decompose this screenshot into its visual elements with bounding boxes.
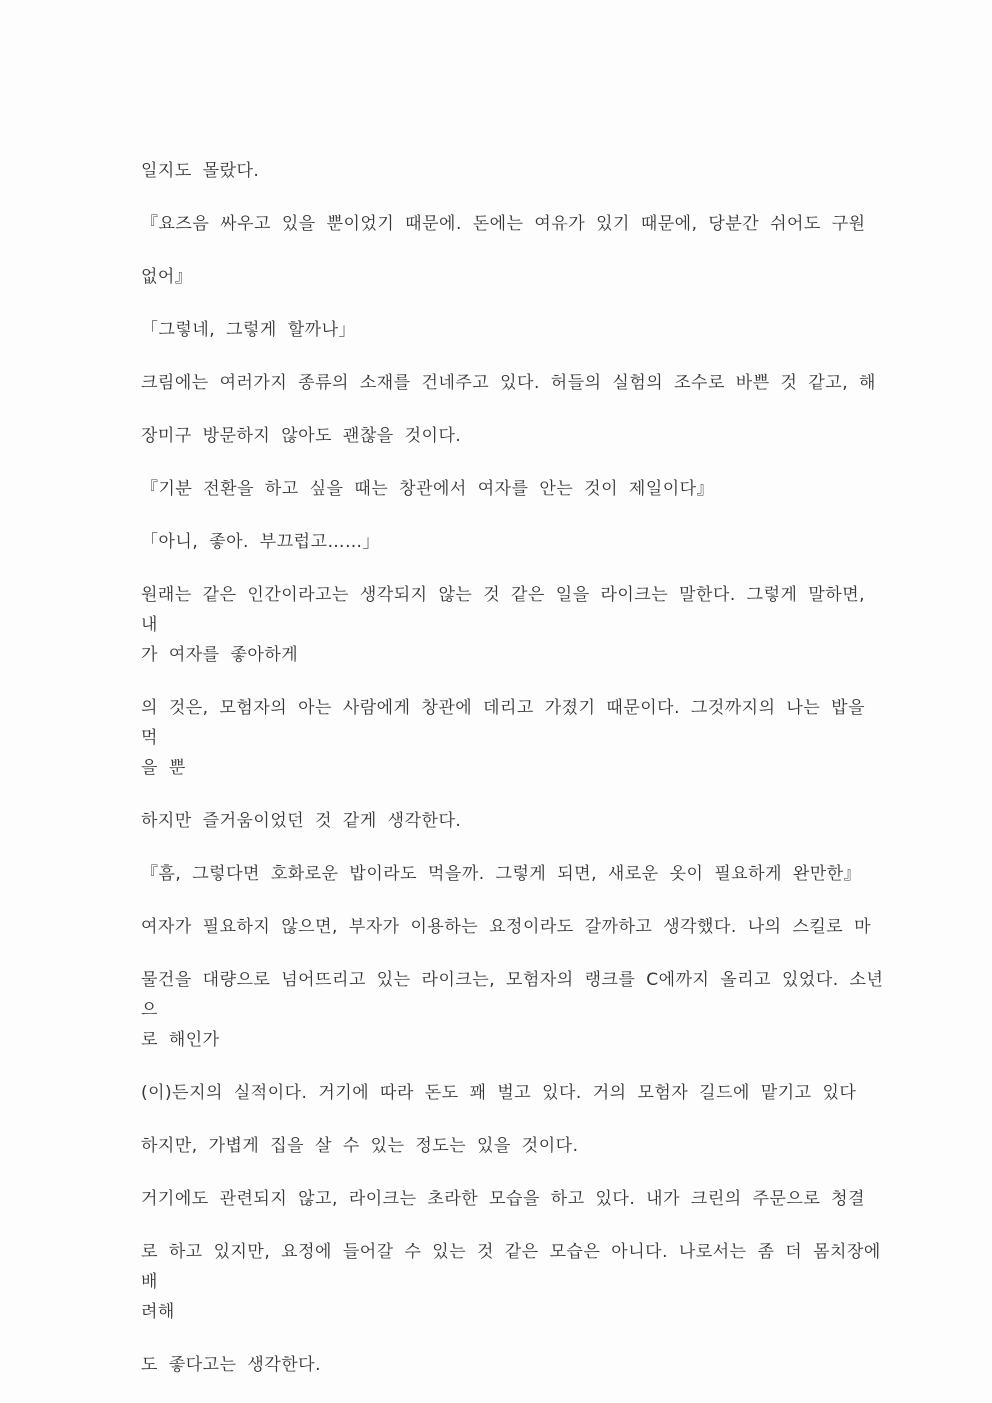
paragraph xyxy=(141,474,884,504)
text-line: 하지만 즐거움이었던 것 같게 생각한다. xyxy=(141,811,462,831)
paragraph xyxy=(141,368,884,398)
paragraph xyxy=(141,806,884,836)
paragraph xyxy=(141,1237,884,1327)
paragraph xyxy=(141,527,884,557)
paragraph xyxy=(141,156,884,186)
text-line: 「아니, 좋아. 부끄럽고……」 xyxy=(141,532,380,552)
paragraph xyxy=(141,965,884,1055)
paragraph xyxy=(141,1184,884,1214)
text-line: 을 뿐 xyxy=(141,758,186,778)
paragraph xyxy=(141,262,884,292)
paragraph xyxy=(141,421,884,451)
text-line: 일지도 몰랐다. xyxy=(141,161,260,181)
paragraph xyxy=(141,315,884,345)
text-line: 하지만, 가볍게 집을 살 수 있는 정도는 있을 것이다. xyxy=(141,1136,579,1156)
paragraph xyxy=(141,580,884,670)
text-line: 의 것은, 모험자의 아는 사람에게 창관에 데리고 가졌기 때문이다. 그것까지의 나는 밥을 먹 xyxy=(141,698,866,748)
text-line: 원래는 같은 인간이라고는 생각되지 않는 것 같은 일을 라이크는 말한다. 그렇게 말하면, 내 xyxy=(141,585,866,635)
text-line: 『흠, 그렇다면 호화로운 밥이라도 먹을까. 그렇게 되면, 새로운 옷이 필요하게 완만한』 xyxy=(141,864,862,884)
text-line: 『기분 전환을 하고 싶을 때는 창관에서 여자를 안는 것이 제일이다』 xyxy=(141,479,715,499)
text-content xyxy=(141,156,884,1403)
text-line: 여자가 필요하지 않으면, 부자가 이용하는 요정이라도 갈까하고 생각했다. 나의 스킬로 마 xyxy=(141,917,872,937)
text-line: 「그렇네, 그렇게 할까나」 xyxy=(141,320,357,340)
text-line: 장미구 방문하지 않아도 괜찮을 것이다. xyxy=(141,426,462,446)
paragraph xyxy=(141,1350,884,1380)
text-line: 도 좋다고는 생각한다. xyxy=(141,1355,322,1375)
paragraph xyxy=(141,209,884,239)
paragraph xyxy=(141,693,884,783)
text-line: 려해 xyxy=(141,1302,175,1322)
paragraph xyxy=(141,1131,884,1161)
text-line: 로 해인가 xyxy=(141,1030,220,1050)
text-line: 크림에는 여러가지 종류의 소재를 건네주고 있다. 허들의 실험의 조수로 바쁜 것 같고, 해 xyxy=(141,373,876,393)
text-line: 『요즈음 싸우고 있을 뿐이었기 때문에. 돈에는 여유가 있기 때문에, 당분간 쉬어도 구원 xyxy=(141,214,866,234)
text-line: 없어』 xyxy=(141,267,193,287)
text-line: 거기에도 관련되지 않고, 라이크는 초라한 모습을 하고 있다. 내가 크린의 주문으로 청결 xyxy=(141,1189,866,1209)
text-line: 물건을 대량으로 넘어뜨리고 있는 라이크는, 모험자의 랭크를 C에까지 올리고 있었다. 소년으 xyxy=(141,970,884,1020)
paragraph xyxy=(141,1078,884,1108)
paragraph xyxy=(141,912,884,942)
paragraph xyxy=(141,859,884,889)
text-line: 가 여자를 좋아하게 xyxy=(141,645,299,665)
text-line: 로 하고 있지만, 요정에 들어갈 수 있는 것 같은 모습은 아니다. 나로서는 좀 더 몸치장에 배 xyxy=(141,1242,881,1292)
text-line: (이)든지의 실적이다. 거기에 따라 돈도 꽤 벌고 있다. 거의 모험자 길드에 맡기고 있다 xyxy=(141,1083,857,1103)
